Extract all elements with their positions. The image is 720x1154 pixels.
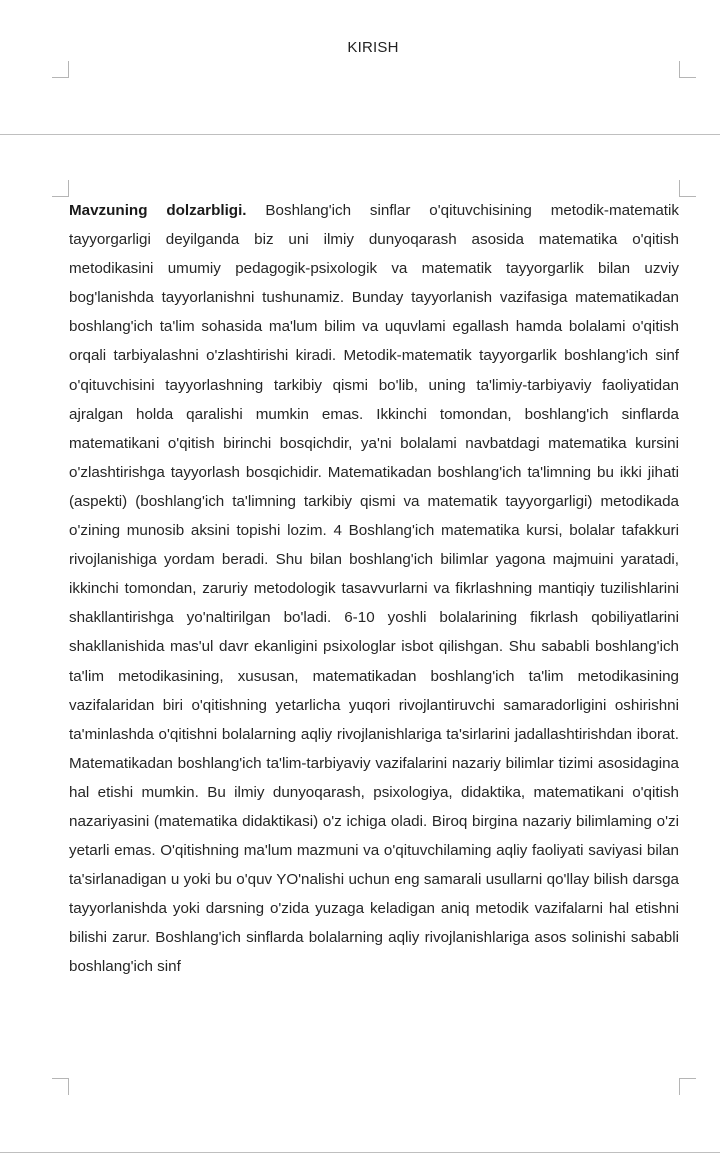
page-break-line <box>0 134 720 135</box>
section-lead: Mavzuning dolzarbligi. <box>69 202 247 219</box>
margin-mark-top-right <box>679 61 696 78</box>
page-title: KIRISH <box>347 39 399 56</box>
margin-mark-top-left <box>52 61 69 78</box>
margin-mark-top-right <box>679 180 696 197</box>
previous-page <box>0 0 720 134</box>
margin-mark-top-left <box>52 180 69 197</box>
paragraph-text: Boshlang'ich sinflar o'qituvchisining metodik-matematik tayyorgarligi deyilganda biz uni ilmiy dunyoqarash asosida matematika o'qitish metodikasini umumiy pedagogik-psixologik va matematik tayyorgarlik bilan uzviy bog'lanishda tayyorlanishni tushunamiz. Bunday tayyorlanish vazifasiga matematikadan boshlang'ich ta'lim sohasida ma'lum bilim va uquvlami egallash hamda bolalami o'qitish orqali tarbiyalashni o'zlashtirishi kiradi. Metodik-matematik tayyorgarlik boshlang'ich sinf o'qituvchisini tayyorlashning tarkibiy qismi bo'lib, uning ta'limiy-tarbiyaviy faoliyatidan ajralgan holda qaralishi mumkin emas. Ikkinchi tomondan, boshlang'ich sinflarda matematikani o'qitish birinchi bosqichdir, ya'ni bolalami navbatdagi matematika kursini o'zlashtirishga tayyorlash bosqichidir. Matematikadan boshlang'ich ta'limning bu ikki jihati (aspekti) (boshlang'ich ta'limning tarkibiy qismi va matematik tayyorgarligi) metodikada o'zining munosib aksini topishi lozim. 4 Boshlang'ich matematika kursi, bolalar tafakkuri rivojlanishiga yordam beradi. Shu bilan boshlang'ich bilimlar yagona majmuini yaratadi, ikkinchi tomondan, zaruriy metodologik tasavvurlarni va fikrlashning mantiqiy tuzilishlarini shakllantirishga yo'naltirilgan bo'ladi. 6-10 yoshli bolalarining fikrlash qobiliyatlarini shakllanishida mas'ul davr ekanligini psixologlar isbot qilishgan. Shu sababli boshlang'ich ta'lim metodikasining, xususan, matematikadan boshlang'ich ta'lim metodikasining vazifalaridan biri o'qitishning yetarlicha yuqori rivojlantiruvchi samaradorligini oshirishni ta'minlashda o'qitishni bolalarning aqliy rivojlanishlariga ta'sirlarini jadallashtirishdan iborat. Matematikadan boshlang'ich ta'lim-tarbiyaviy vazifalarini nazariy bilimlar tizimi asosidagina hal etishi mumkin. Bu ilmiy dunyoqarash, psixologiya, didaktika, matematikani o'qitish nazariyasini (matematika didaktikasi) o'z ichiga oladi. Biroq birgina nazariy bilimlaming o'zi yetarli emas. O'qitishning ma'lum mazmuni va o'qituvchilaming aqliy faoliyati saviyasi bilan ta'sirlanadigan u yoki bu o'quv YO'nalishi uchun eng samarali usullarni qo'llay bilish darsga tayyorlanishda yoki darsning o'zida yuzaga keladigan aniq metodik vazifalarni hal etishni bilishi zarur. Boshlang'ich sinflarda bolalarning aqliy rivojlanishlariga asos solinishi sababli boshlang'ich sinf <box>69 202 679 976</box>
margin-mark-bottom-left <box>52 1078 69 1095</box>
page-bottom-edge <box>0 1152 720 1153</box>
body-paragraph <box>69 196 679 982</box>
margin-mark-bottom-right <box>679 1078 696 1095</box>
